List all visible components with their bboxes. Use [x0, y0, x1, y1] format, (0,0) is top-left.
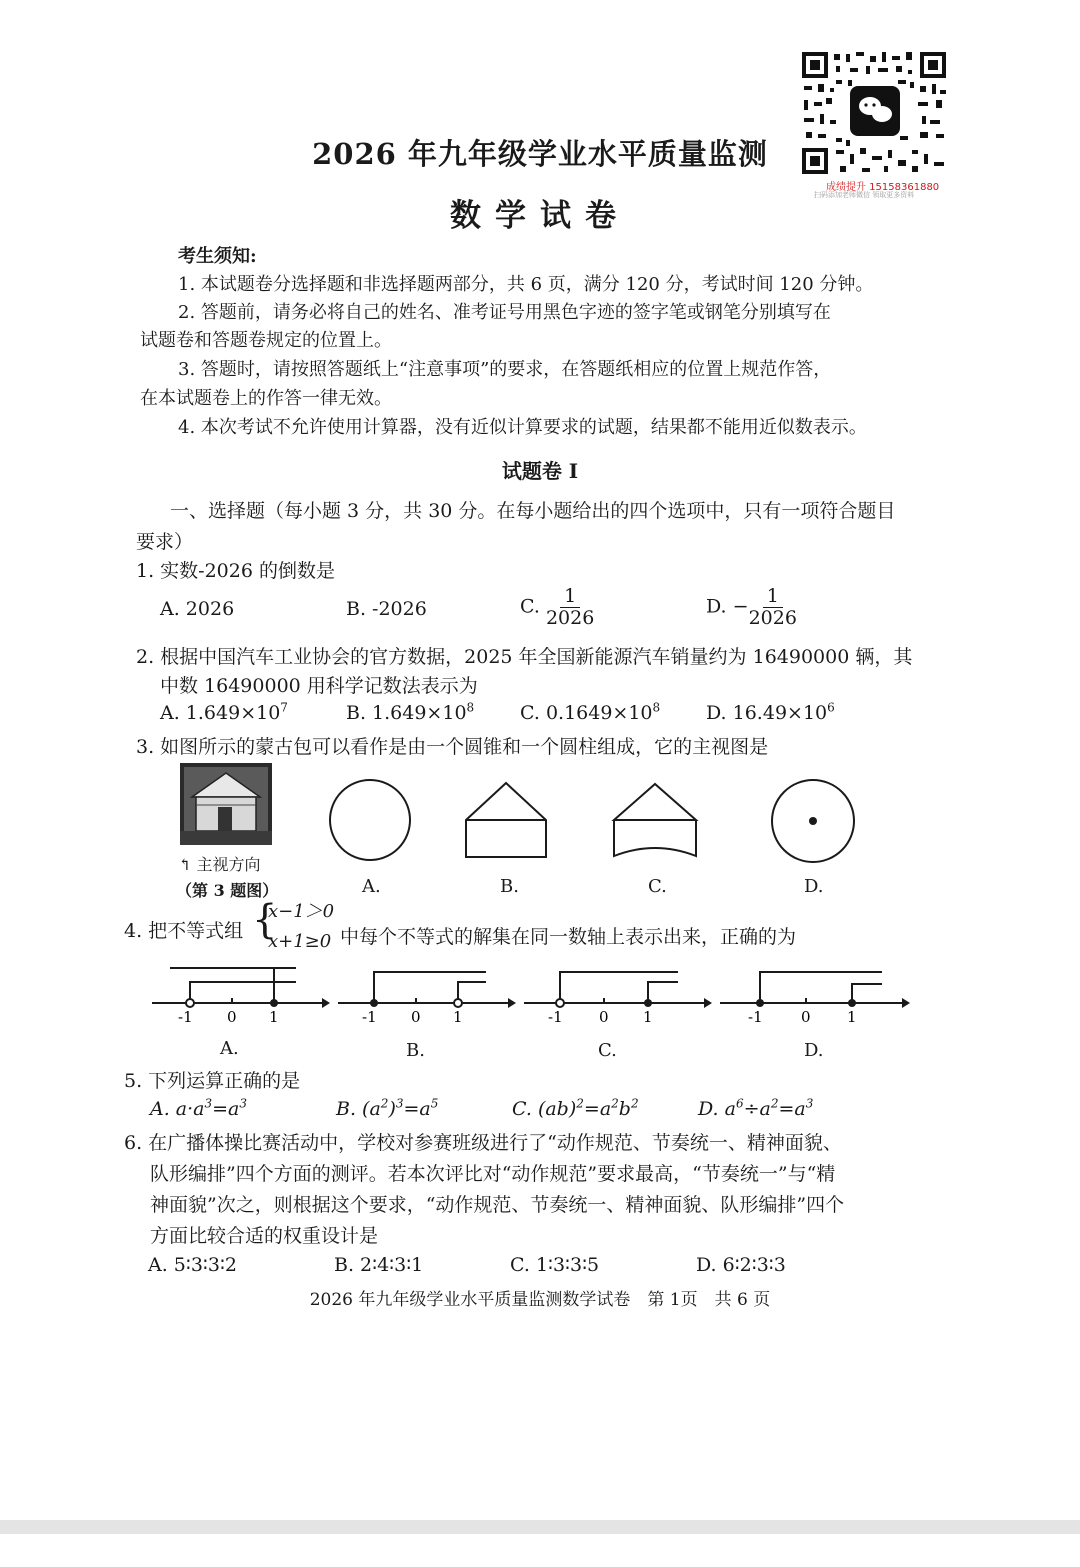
q5-c-exp: 2	[611, 1096, 619, 1111]
q5-option-c	[512, 1098, 639, 1120]
exam-subtitle: 数学试卷	[450, 198, 630, 234]
q5-b-part: B. (a	[336, 1098, 381, 1120]
q3-label-b: B.	[500, 876, 519, 897]
q5-d-exp: 6	[735, 1096, 744, 1111]
tick-label: -1	[178, 1008, 193, 1026]
notice-line-6: 4. 本次考试不允许使用计算器，没有近似计算要求的试题，结果都不能用近似数表示。	[178, 417, 867, 438]
q5-option-d	[698, 1098, 813, 1120]
q5-c-part: =a	[583, 1098, 612, 1120]
page-footer: 2026 年九年级学业水平质量监测数学试卷 第 1页 共 6 页	[309, 1290, 771, 1310]
q5-c-part: C. (ab)	[512, 1098, 577, 1120]
fraction-numerator: 1	[763, 586, 783, 608]
q5-d-part: ÷a	[743, 1098, 771, 1120]
notice-line-4: 3. 答题时，请按照答题纸上“注意事项”的要求，在答题纸相应的位置上规范作答，	[178, 359, 832, 380]
q4-stem-pre: 4. 把不等式组	[124, 920, 244, 942]
q3-label-d: D.	[804, 876, 824, 897]
q3-figure-caption: （第 3 题图）	[176, 881, 279, 900]
tick-label: -1	[362, 1008, 377, 1026]
tick-label: 0	[411, 1008, 421, 1026]
q1-stem: 1. 实数-2026 的倒数是	[136, 560, 335, 582]
q5-b-exp: 3	[395, 1096, 404, 1111]
notice-line-2: 2. 答题前，请务必将自己的姓名、准考证号用黑色字迹的签字笔或钢笔分别填写在	[178, 302, 831, 323]
q5-b-part: )	[388, 1098, 396, 1120]
q2-c-exp: 8	[652, 700, 661, 715]
q1-option-d-fraction	[749, 586, 797, 629]
q5-b-exp: 2	[380, 1096, 389, 1111]
exam-title: 2026 年九年级学业水平质量监测	[312, 137, 768, 171]
q1-option-d-label: D.	[706, 595, 727, 618]
q5-d-part: D. a	[698, 1098, 736, 1120]
q3-stem: 3. 如图所示的蒙古包可以看作是由一个圆锥和一个圆柱组成，它的主视图是	[136, 736, 769, 758]
q5-stem: 5. 下列运算正确的是	[124, 1070, 301, 1092]
yurt-photo	[180, 763, 272, 845]
q2-option-a	[160, 702, 288, 724]
fraction-numerator: 1	[560, 586, 580, 608]
q3-shape-d-circle-dot	[770, 778, 856, 864]
q6-line-3: 神面貌”次之，则根据这个要求，“动作规范、节奏统一、精神面貌、队形编排”四个	[150, 1194, 845, 1216]
notice-heading: 考生须知:	[178, 246, 257, 267]
q4-label-a: A.	[220, 1038, 239, 1059]
fraction-denominator: 2026	[748, 606, 797, 629]
tick-label: 0	[801, 1008, 811, 1026]
q6-option-b: B. 2∶4∶3∶1	[334, 1254, 424, 1276]
q5-b-part: =a	[403, 1098, 431, 1120]
q3-label-a: A.	[362, 876, 381, 897]
q3-shape-a-circle	[328, 778, 412, 862]
q5-c-exp: 2	[576, 1096, 584, 1111]
tick-label: 1	[453, 1008, 463, 1026]
tick-label: 1	[847, 1008, 857, 1026]
q4-label-b: B.	[406, 1040, 425, 1061]
q1-option-c	[520, 586, 594, 629]
view-direction-arrow-icon: ↰	[178, 855, 197, 874]
q4-numberline-d	[718, 958, 910, 1026]
section-instruction-cont: 要求）	[136, 531, 194, 553]
tick-label: 1	[643, 1008, 653, 1026]
q5-a-exp: 3	[204, 1096, 213, 1111]
q5-c-exp: 2	[630, 1096, 639, 1111]
q1-option-c-label: C.	[520, 595, 540, 618]
notice-line-5: 在本试题卷上的作答一律无效。	[140, 388, 392, 409]
q6-option-c: C. 1∶3∶3∶5	[510, 1254, 600, 1276]
q6-option-d: D. 6∶2∶3∶3	[696, 1254, 786, 1276]
fraction-denominator: 2026	[545, 606, 595, 629]
q1-option-b: B. -2026	[346, 598, 427, 620]
q3-shape-b-pentagon	[464, 780, 548, 860]
q5-option-a	[150, 1098, 247, 1120]
q1-option-d-sign: −	[732, 595, 749, 618]
q2-stem-line-1: 2. 根据中国汽车工业协会的官方数据，2025 年全国新能源汽车销量约为 16490000 辆，其	[136, 646, 913, 668]
q2-a-exp: 7	[280, 700, 288, 715]
section-title: 试题卷 I	[501, 459, 579, 483]
q4-numberline-b	[336, 958, 516, 1026]
q4-numberline-c	[522, 958, 712, 1026]
view-direction-text: 主视方向	[196, 855, 261, 874]
q6-option-a: A. 5∶3∶3∶2	[148, 1254, 237, 1276]
q2-c-base: C. 0.1649×10	[520, 702, 653, 724]
notice-line-1: 1. 本试题卷分选择题和非选择题两部分，共 6 页，满分 120 分，考试时间 120 分钟。	[178, 274, 874, 295]
tick-label: -1	[748, 1008, 763, 1026]
q1-option-d	[706, 586, 797, 629]
tick-label: 0	[227, 1008, 237, 1026]
q4-label-c: C.	[598, 1040, 617, 1061]
q2-stem-line-2: 中数 16490000 用科学记数法表示为	[160, 675, 478, 697]
q3-shape-c-envelope	[610, 780, 700, 864]
q2-option-b	[346, 702, 474, 724]
q6-line-2: 队形编排”四个方面的测评。若本次评比对“动作规范”要求最高，“节奏统一”与“精	[150, 1163, 836, 1185]
q5-d-exp: 2	[770, 1096, 779, 1111]
q5-option-b	[336, 1098, 438, 1120]
view-direction-label	[178, 852, 261, 875]
q5-a-part: A. a·a	[150, 1098, 205, 1120]
bottom-edge-bar	[0, 1520, 1080, 1534]
q5-a-exp: 3	[239, 1096, 248, 1111]
q2-option-c	[520, 702, 660, 724]
q4-label-d: D.	[804, 1040, 824, 1061]
q4-stem-post: 中每个不等式的解集在同一数轴上表示出来，正确的为	[340, 926, 797, 948]
q2-option-d	[706, 702, 835, 724]
q5-a-part: =a	[212, 1098, 240, 1120]
qr-sub-caption: 扫码添加老师微信 领取更多资料	[814, 191, 915, 199]
brace-icon: {	[252, 897, 278, 943]
q3-label-c: C.	[648, 876, 667, 897]
tick-label: -1	[548, 1008, 563, 1026]
q2-d-exp: 6	[827, 700, 835, 715]
q5-d-part: =a	[778, 1098, 806, 1120]
qr-caption: 成绩提升 15158361880	[826, 182, 940, 193]
q2-b-base: B. 1.649×10	[346, 702, 467, 724]
section-instruction: 一、选择题（每小题 3 分，共 30 分。在每小题给出的四个选项中，只有一项符合题目	[170, 500, 896, 522]
q1-option-a: A. 2026	[160, 598, 235, 620]
tick-label: 0	[599, 1008, 609, 1026]
notice-line-3: 试题卷和答题卷规定的位置上。	[140, 330, 392, 351]
q5-c-part: b	[618, 1098, 631, 1120]
q2-d-base: D. 16.49×10	[706, 702, 828, 724]
q1-option-c-fraction	[546, 586, 594, 629]
q2-b-exp: 8	[466, 700, 475, 715]
q6-line-4: 方面比较合适的权重设计是	[150, 1225, 379, 1247]
q4-inequality-2: x+1≥0	[268, 931, 332, 952]
q5-d-exp: 3	[805, 1096, 814, 1111]
q2-a-base: A. 1.649×10	[160, 702, 281, 724]
q6-line-1: 6. 在广播体操比赛活动中，学校对参赛班级进行了“动作规范、节奏统一、精神面貌、	[124, 1132, 842, 1154]
q5-b-exp: 5	[430, 1096, 439, 1111]
q4-inequality-1: x−1＞0	[268, 901, 335, 922]
tick-label: 1	[269, 1008, 279, 1026]
q4-numberline-a	[150, 958, 330, 1026]
